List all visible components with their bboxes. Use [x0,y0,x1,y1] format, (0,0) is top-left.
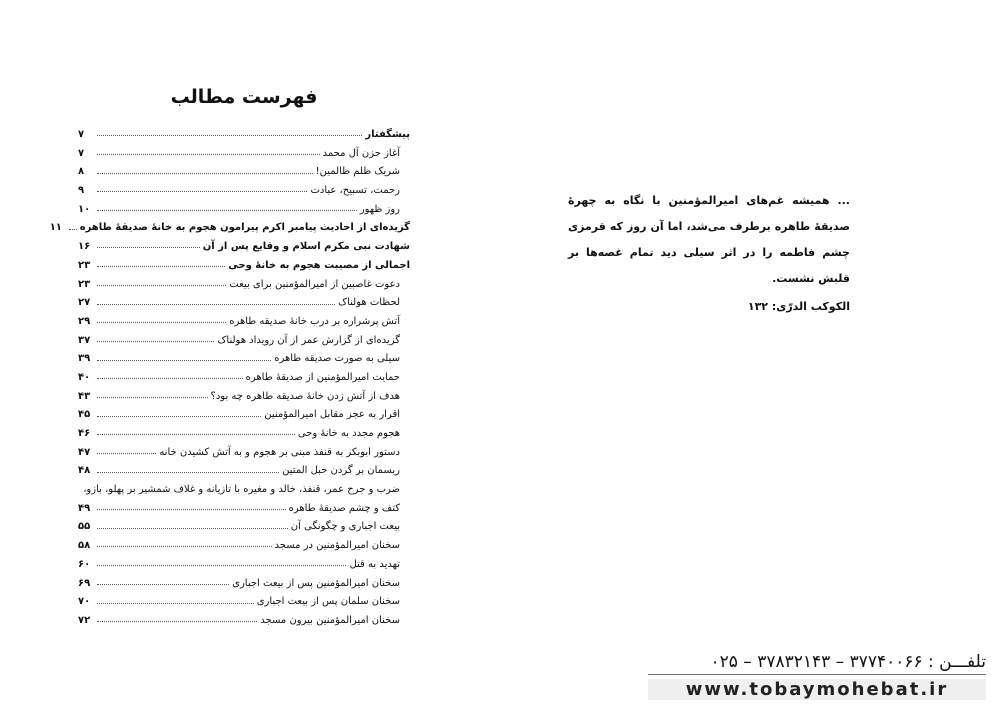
toc-dot-leader [97,471,279,473]
toc-dot-leader [97,340,214,342]
toc-entry-title: شریک ظلم ظالمین! [315,166,400,178]
toc-page-number: ۳۹ [78,353,91,365]
toc-entry [78,575,410,594]
toc-title: فهرست مطالب [170,86,318,108]
quote-text: ... همیشه غم‌های امیرالمؤمنین با نگاه به چهرهٔ صدیقهٔ طاهره برطرف می‌شد، اما آن روز که قرمزی چشم فاطمه را در اثر سیلی دید تمام غصه‌ها بر قلبش نشست. [568,194,850,285]
toc-dot-leader [97,433,295,435]
toc-dot-leader [97,377,243,379]
toc-dot-leader [97,134,362,136]
toc-entry-title: سخنان سلمان پس از بیعت اجباری [256,596,400,608]
toc-entry [78,406,410,425]
toc-entry-title: کتف و چشم صدیقهٔ طاهره [288,502,400,514]
toc-dot-leader [97,246,200,248]
toc-dot-leader [97,527,288,529]
toc-dot-leader [97,508,286,510]
toc-entry-title: سیلی به صورت صدیقه طاهره [274,353,400,365]
toc-entry [78,163,410,182]
toc-dot-leader [97,583,229,585]
toc-page-number: ۵۵ [78,521,91,533]
toc-list [49,126,410,631]
toc-entry [78,332,410,351]
toc-entry [78,537,410,556]
toc-entry-title: گزیده‌ای از احادیث پیامبر اکرم پیرامون هجوم به خانهٔ صدیقهٔ طاهره [79,222,410,234]
toc-entry-title: شهادت نبی مکرم اسلام و وقایع پس از آن [202,241,410,253]
toc-page-number: ۴۰ [78,371,91,383]
toc-page-number: ۵۸ [78,540,91,552]
toc-dot-leader [97,396,208,398]
toc-page-number: ۶۹ [78,577,91,589]
toc-dot-leader [97,172,313,174]
toc-entry [78,425,410,444]
toc-entry [78,276,410,295]
website-url: www.tobaymohebat.ir [648,679,986,700]
toc-entry-title: اجمالی از مصیبت هجوم به خانهٔ وحی [228,259,410,271]
toc-dot-leader [97,265,225,267]
toc-entry [78,126,410,145]
toc-entry [78,444,410,463]
toc-entry-title: پیشگفتار [365,129,410,140]
toc-entry [78,350,410,369]
toc-dot-leader [97,602,254,604]
toc-entry [78,369,410,388]
toc-page-number: ۴۸ [78,465,91,477]
toc-page-number: ۷۲ [78,614,91,626]
toc-page-number: ۴۷ [78,446,91,458]
toc-page-number: ۶۰ [78,558,91,570]
toc-dot-leader [97,153,320,155]
toc-dot-leader [97,321,226,323]
toc-entry-title: لحظات هولناک [338,297,400,309]
toc-entry-title: روز ظهور [359,203,400,215]
toc-entry-title: سخنان امیرالمؤمنین پس از بیعت اجباری [232,577,400,589]
toc-dot-leader [97,545,272,547]
toc-entry-title: گزیده‌ای از گزارش عمر از آن رویداد هولناک [217,334,400,346]
toc-page-number: ۴۵ [78,409,91,421]
toc-entry [49,219,410,238]
toc-entry-title: دستور ابوبکر به قنفذ مبنی بر هجوم و به آتش کشیدن خانه [159,446,400,458]
toc-page [49,80,410,640]
toc-entry [78,238,410,257]
toc-entry-title: حمایت امیرالمؤمنین از صدیقهٔ طاهره [245,371,400,383]
toc-dot-leader [97,452,156,454]
toc-entry [78,182,410,201]
toc-entry [78,518,410,537]
toc-entry [78,201,410,220]
toc-page-number: ۹ [78,185,85,197]
toc-entry-title: رحمت، تسبیح، عبادت [310,185,400,197]
toc-entry-title: هجوم مجدد به خانهٔ وحی [297,428,400,439]
toc-dot-leader [97,415,261,417]
toc-page-number: ۷ [78,147,85,159]
toc-dot-leader [69,228,77,230]
toc-dot-leader [97,620,257,622]
toc-page-number: ۲۳ [78,278,91,290]
toc-entry [78,294,410,313]
toc-entry-title: هدف از آتش زدن خانهٔ صدیقه طاهره چه بود؟ [210,390,400,402]
quote-source: الکوکب الدرّی: ۱۳۲ [747,300,850,313]
toc-dot-leader [72,490,80,491]
toc-page-number: ۴۶ [78,428,91,439]
toc-entry-title: اقرار به عجز مقابل امیرالمؤمنین [264,409,400,421]
toc-page-number: ۴۳ [78,390,91,402]
toc-entry [78,593,410,612]
toc-page-number: ۱۱ [49,222,62,234]
toc-dot-leader [97,564,346,566]
toc-entry [78,462,410,481]
toc-entry-title: سخنان امیرالمؤمنین بیرون مسجد [260,614,400,626]
toc-entry-title: آتش پرشراره بر درب خانهٔ صدیقه طاهره [229,315,400,327]
toc-dot-leader [97,284,226,286]
toc-entry [78,612,410,631]
toc-entry-title: ضرب و جرح عمر، قنفذ، خالد و مغیره با تازیانه و غلاف شمشیر بر پهلو، بازو، [83,484,400,496]
toc-entry-title: بیعت اجباری و چگونگی آن [290,521,400,533]
toc-entry-title: ریسمان بر گردن حبل المتین [282,465,400,477]
phone-number: تلفـــن : ۳۷۷۴۰۰۶۶ – ۳۷۸۳۲۱۴۳ – ۰۲۵ [648,652,986,675]
toc-page-number: ۷ [78,129,85,140]
toc-entry-title: سخنان امیرالمؤمنین در مسجد [274,540,400,552]
toc-page-number: ۱۶ [78,241,91,253]
toc-page-number: ۲۷ [78,297,91,309]
toc-dot-leader [97,359,271,361]
toc-page-number: ۲۹ [78,315,91,327]
toc-page-number: ۱۰ [78,203,91,215]
toc-dot-leader [97,303,335,305]
toc-page-number: ۲۳ [78,259,91,271]
toc-entry [78,145,410,164]
toc-entry [78,500,410,519]
contact-footer [648,652,986,700]
toc-entry-title: تهدید به قتل [349,558,400,570]
toc-entry [78,257,410,276]
toc-dot-leader [97,209,357,211]
toc-entry [78,556,410,575]
toc-page-number: ۴۹ [78,502,91,514]
toc-entry [78,481,410,500]
toc-page-number: ۷۰ [78,596,91,608]
toc-entry [78,313,410,332]
toc-page-number: ۳۷ [78,334,91,346]
toc-entry-title: آغاز حزن آل محمد [322,147,400,159]
toc-entry-title: دعوت غاصبین از امیرالمؤمنین برای بیعت [229,278,400,290]
toc-page-number: ۸ [78,166,85,178]
toc-dot-leader [97,190,307,192]
toc-entry [78,388,410,407]
